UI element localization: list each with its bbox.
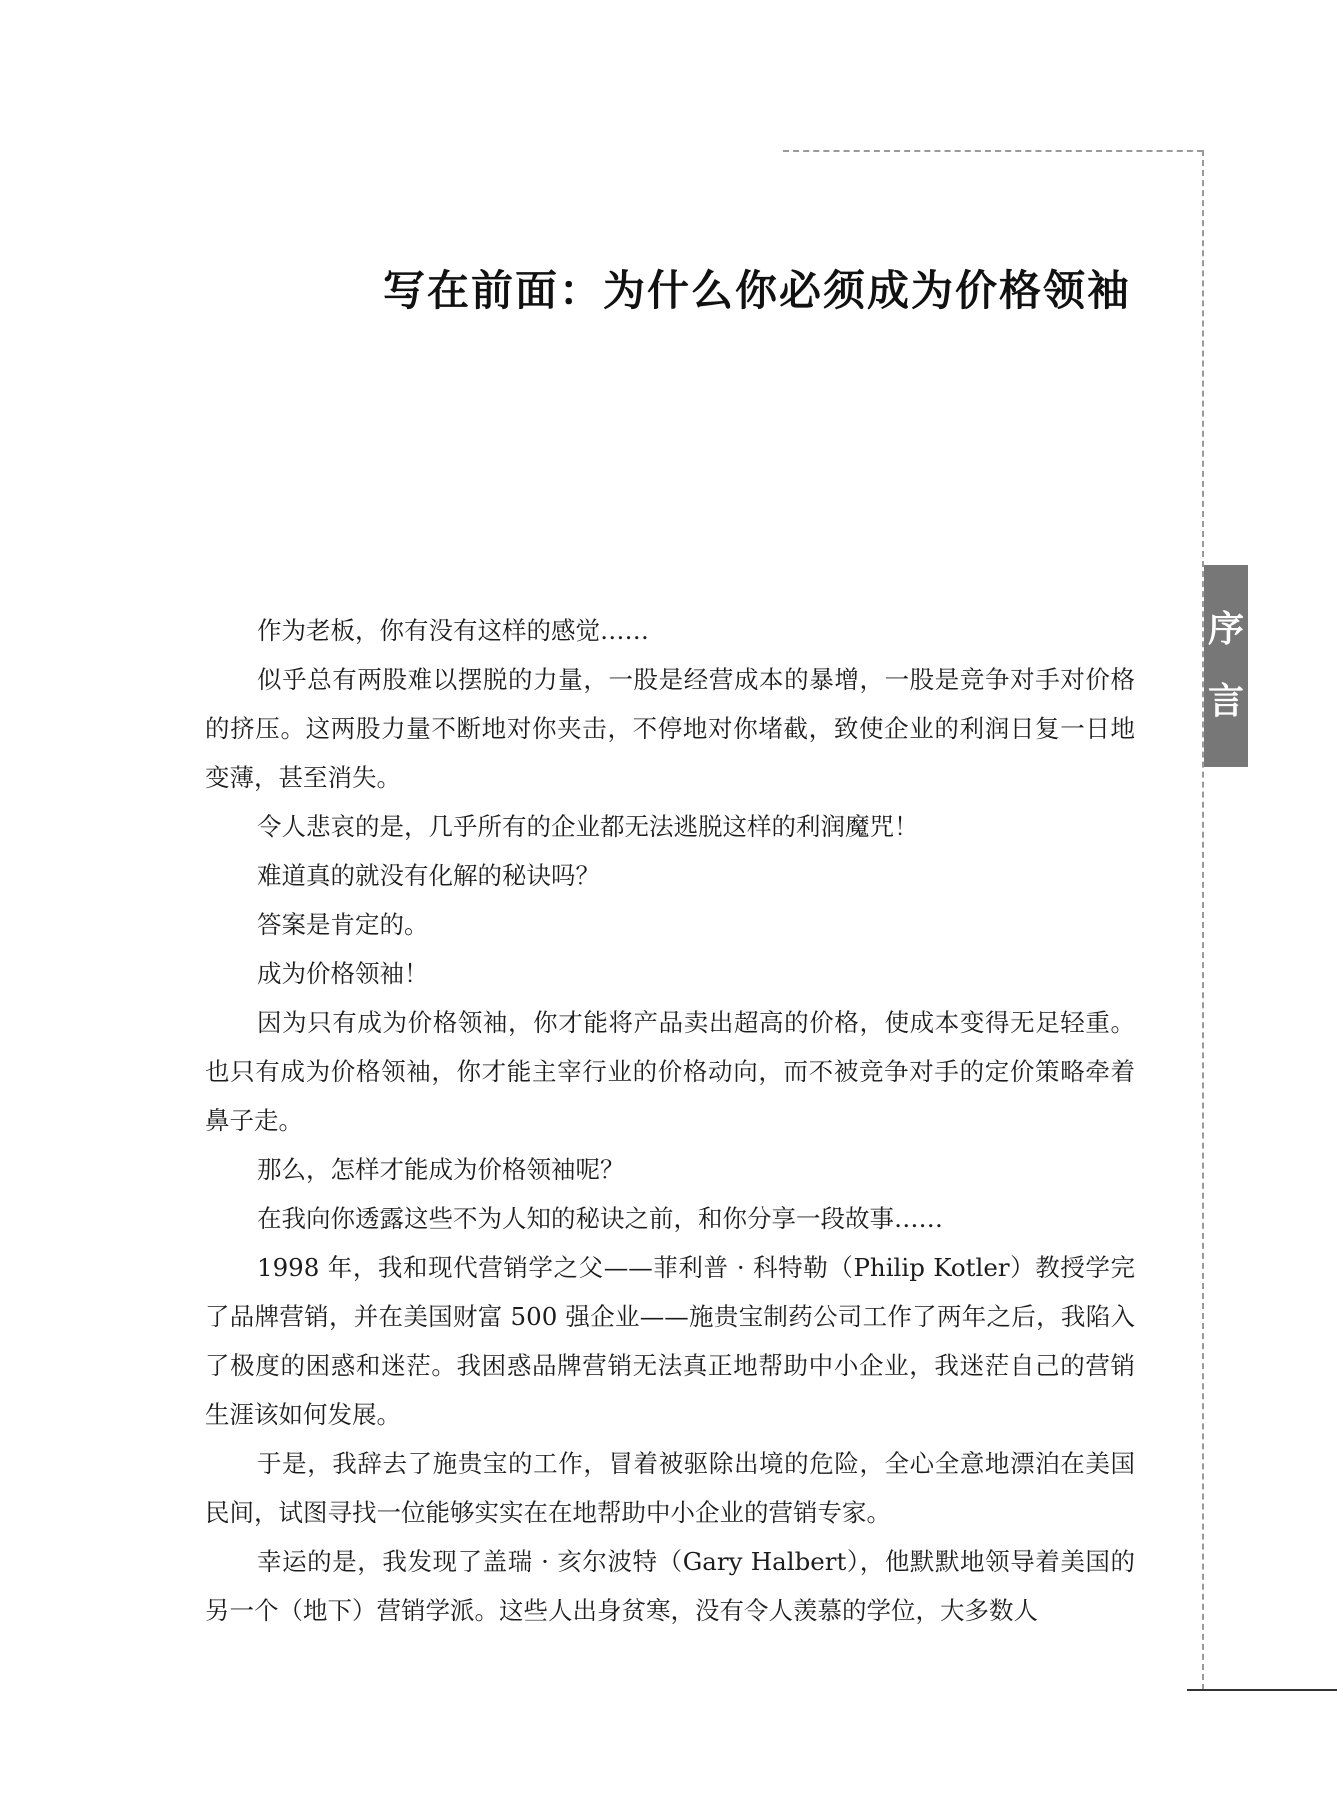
paragraph-9: 在我向你透露这些不为人知的秘诀之前，和你分享一段故事…… bbox=[257, 1204, 943, 1233]
body-text bbox=[205, 606, 1135, 1635]
paragraph-3: 令人悲哀的是，几乎所有的企业都无法逃脱这样的利润魔咒！ bbox=[257, 812, 919, 841]
paragraph-8: 那么，怎样才能成为价格领袖呢？ bbox=[257, 1155, 625, 1184]
frame-bottom-rule bbox=[1187, 1689, 1337, 1691]
paragraph-10: 1998 年，我和现代营销学之父——菲利普 · 科特勒（Philip Kotler）教授学完了品牌营销，并在美国财富 500 强企业——施贵宝制药公司工作了两年之后，我陷入了极度的困惑和迷茫。我困惑品牌营销无法真正地帮助中小企业，我迷茫自己的营销生涯该如何发展。 bbox=[205, 1253, 1135, 1429]
side-tab-char-2: 言 bbox=[1207, 681, 1244, 722]
frame-top-dashed-line bbox=[783, 150, 1203, 152]
page-title: 写在前面：为什么你必须成为价格领袖 bbox=[382, 266, 1131, 315]
paragraph-12: 幸运的是，我发现了盖瑞 · 亥尔波特（Gary Halbert），他默默地领导着美国的另一个（地下）营销学派。这些人出身贫寒，没有令人羡慕的学位，大多数人 bbox=[205, 1547, 1135, 1625]
paragraph-5: 答案是肯定的。 bbox=[257, 910, 429, 939]
paragraph-11: 于是，我辞去了施贵宝的工作，冒着被驱除出境的危险，全心全意地漂泊在美国民间，试图寻找一位能够实实在在地帮助中小企业的营销专家。 bbox=[205, 1449, 1135, 1527]
paragraph-1: 作为老板，你有没有这样的感觉…… bbox=[257, 616, 649, 645]
paragraph-4: 难道真的就没有化解的秘诀吗？ bbox=[257, 861, 600, 890]
section-side-tab bbox=[1204, 565, 1248, 767]
paragraph-2: 似乎总有两股难以摆脱的力量，一股是经营成本的暴增，一股是竞争对手对价格的挤压。这两股力量不断地对你夹击，不停地对你堵截，致使企业的利润日复一日地变薄，甚至消失。 bbox=[205, 665, 1135, 792]
side-tab-char-1: 序 bbox=[1207, 609, 1244, 650]
frame-right-dashed-line bbox=[1202, 150, 1204, 1690]
paragraph-7: 因为只有成为价格领袖，你才能将产品卖出超高的价格，使成本变得无足轻重。也只有成为价格领袖，你才能主宰行业的价格动向，而不被竞争对手的定价策略牵着鼻子走。 bbox=[205, 1008, 1135, 1135]
paragraph-6: 成为价格领袖！ bbox=[257, 959, 429, 988]
